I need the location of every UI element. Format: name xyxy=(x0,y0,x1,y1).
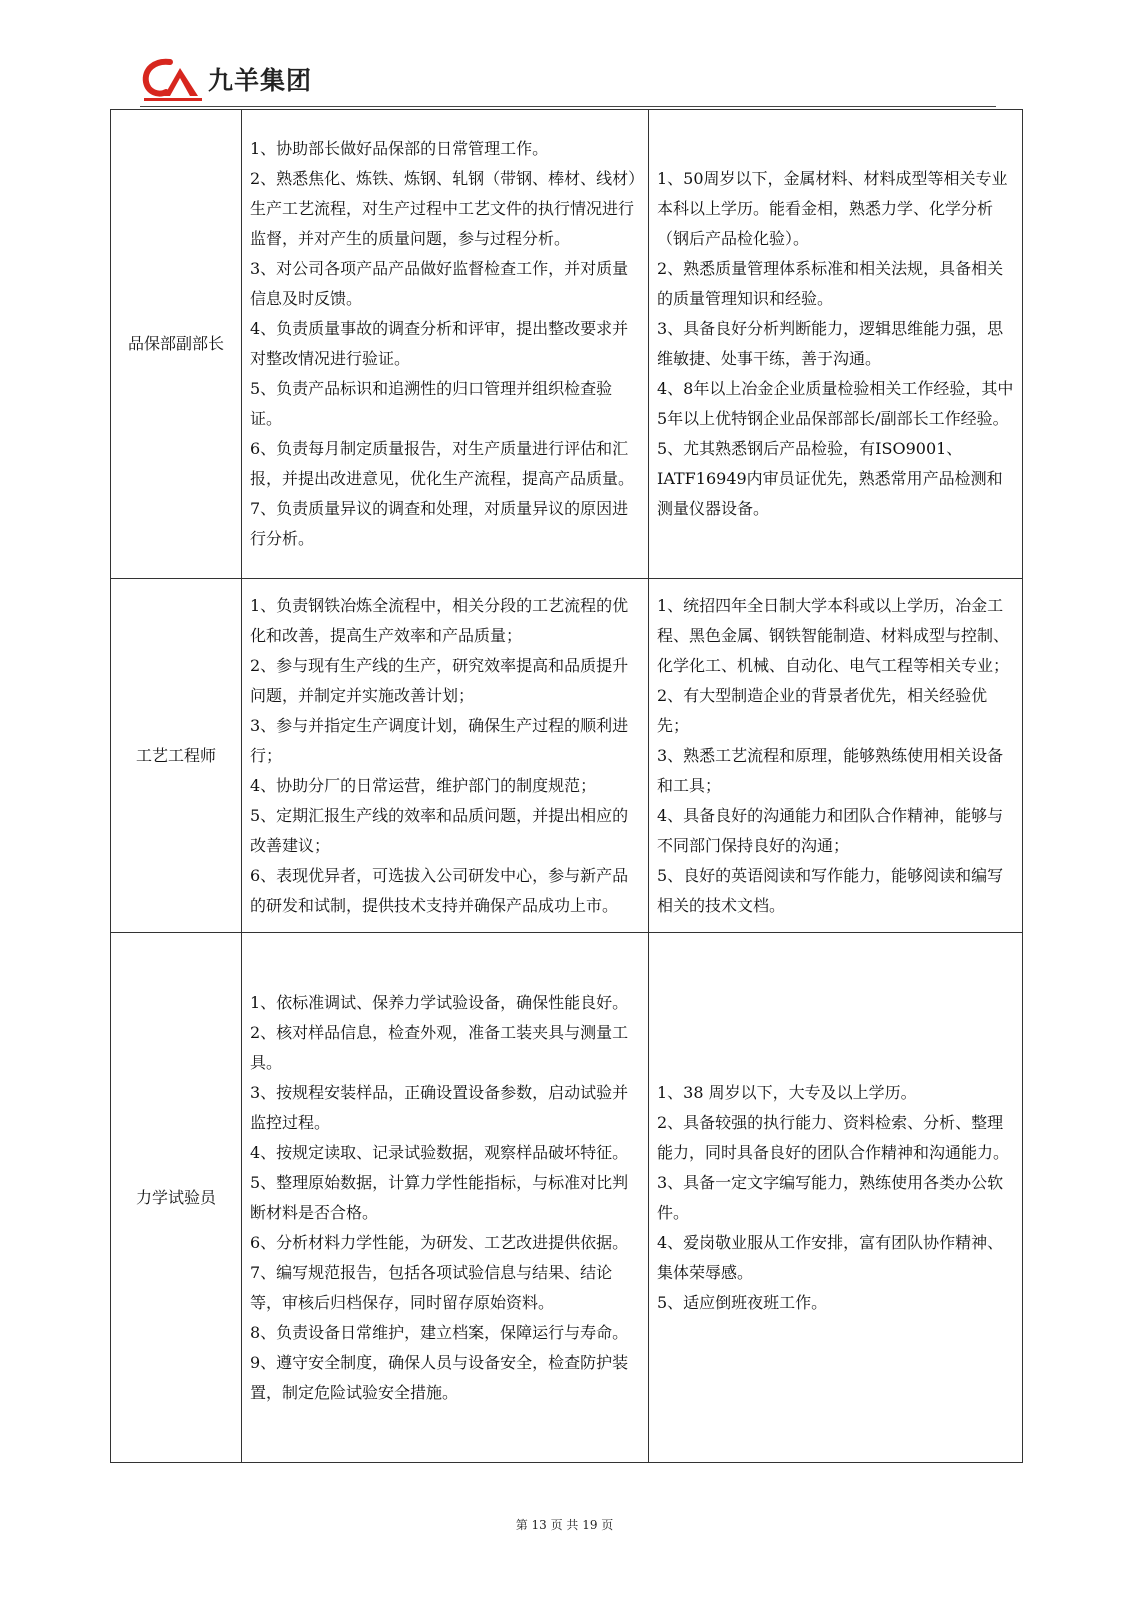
duty-item: 8、负责设备日常维护，建立档案，保障运行与寿命。 xyxy=(250,1322,629,1342)
requirement-item: 1、50周岁以下，金属材料、材料成型等相关专业本科以上学历。能看金相，熟悉力学、化学分析（钢后产品检化验）。 xyxy=(657,169,1008,248)
duty-item: 2、参与现有生产线的生产，研究效率提高和品质提升问题，并制定并实施改善计划； xyxy=(250,655,629,705)
duty-item: 3、对公司各项产品产品做好监督检查工作，并对质量信息及时反馈。 xyxy=(250,259,629,308)
brand-name: 九羊集团 xyxy=(208,66,313,95)
requirement-item: 2、有大型制造企业的背景者优先，相关经验优先； xyxy=(657,685,988,735)
requirement-item: 4、爱岗敬业服从工作安排，富有团队协作精神、集体荣辱感。 xyxy=(657,1232,1004,1282)
table-row xyxy=(111,933,1023,1463)
table-row xyxy=(111,579,1023,933)
duty-item: 1、负责钢铁冶炼全流程中，相关分段的工艺流程的优化和改善，提高生产效率和产品质量； xyxy=(250,595,629,645)
duty-item: 3、按规程安装样品，正确设置设备参数，启动试验并监控过程。 xyxy=(250,1082,629,1132)
job-table xyxy=(110,109,1023,1463)
requirement-item: 3、具备良好分析判断能力，逻辑思维能力强，思维敏捷、处事干练，善于沟通。 xyxy=(657,319,1004,368)
table-row xyxy=(111,110,1023,579)
requirement-item: 5、尤其熟悉钢后产品检验，有ISO9001、IATF16949内审员证优先，熟悉常用产品检测和测量仪器设备。 xyxy=(657,439,1003,518)
requirement-item: 4、8年以上冶金企业质量检验相关工作经验，其中5年以上优特钢企业品保部部长/副部长工作经验。 xyxy=(657,379,1014,428)
requirement-item: 5、良好的英语阅读和写作能力，能够阅读和编写相关的技术文档。 xyxy=(657,865,1004,915)
position-title: 工艺工程师 xyxy=(111,579,242,933)
requirement-item: 2、熟悉质量管理体系标准和相关法规，具备相关的质量管理知识和经验。 xyxy=(657,259,1004,308)
duties-cell xyxy=(242,933,649,1463)
requirement-item: 1、统招四年全日制大学本科或以上学历，冶金工程、黑色金属、钢铁智能制造、材料成型与控制、化学化工、机械、自动化、电气工程等相关专业； xyxy=(657,595,1010,675)
duty-item: 5、整理原始数据，计算力学性能指标，与标准对比判断材料是否合格。 xyxy=(250,1172,629,1222)
requirement-item: 4、具备良好的沟通能力和团队合作精神，能够与不同部门保持良好的沟通； xyxy=(657,805,1004,855)
page-number: 第 13 页 共 19 页 xyxy=(515,1518,614,1532)
jiuyang-logo-icon xyxy=(140,56,206,102)
duty-item: 1、依标准调试、保养力学试验设备，确保性能良好。 xyxy=(250,992,629,1012)
position-title: 力学试验员 xyxy=(111,933,242,1463)
requirement-item: 5、适应倒班夜班工作。 xyxy=(657,1292,828,1312)
duty-item: 2、熟悉焦化、炼铁、炼钢、轧钢（带钢、棒材、线材）生产工艺流程，对生产过程中工艺文件的执行情况进行监督，并对产生的质量问题，参与过程分析。 xyxy=(250,169,637,248)
page-header xyxy=(140,56,312,102)
requirements-cell xyxy=(649,579,1023,933)
requirements-cell xyxy=(649,110,1023,579)
duty-item: 4、负责质量事故的调查分析和评审，提出整改要求并对整改情况进行验证。 xyxy=(250,319,629,368)
duty-item: 1、协助部长做好品保部的日常管理工作。 xyxy=(250,139,549,158)
duties-cell xyxy=(242,110,649,579)
duty-item: 4、按规定读取、记录试验数据，观察样品破坏特征。 xyxy=(250,1142,629,1162)
duty-item: 4、协助分厂的日常运营，维护部门的制度规范； xyxy=(250,775,597,795)
duty-item: 3、参与并指定生产调度计划，确保生产过程的顺利进行； xyxy=(250,715,629,765)
duty-item: 7、负责质量异议的调查和处理，对质量异议的原因进行分析。 xyxy=(250,499,629,548)
duty-item: 2、核对样品信息，检查外观，准备工装夹具与测量工具。 xyxy=(250,1022,629,1072)
requirement-item: 1、38 周岁以下，大专及以上学历。 xyxy=(657,1082,917,1102)
requirement-item: 3、具备一定文字编写能力，熟练使用各类办公软件。 xyxy=(657,1172,1004,1222)
duty-item: 6、表现优异者，可选拔入公司研发中心，参与新产品的研发和试制，提供技术支持并确保产品成功上市。 xyxy=(250,865,629,915)
duty-item: 6、分析材料力学性能，为研发、工艺改进提供依据。 xyxy=(250,1232,629,1252)
header-divider xyxy=(140,106,996,107)
duty-item: 9、遵守安全制度，确保人员与设备安全，检查防护装置，制定危险试验安全措施。 xyxy=(250,1352,629,1402)
requirement-item: 3、熟悉工艺流程和原理，能够熟练使用相关设备和工具； xyxy=(657,745,1004,795)
requirement-item: 2、具备较强的执行能力、资料检索、分析、整理能力，同时具备良好的团队合作精神和沟通能力。 xyxy=(657,1112,1010,1162)
duty-item: 6、负责每月制定质量报告，对生产质量进行评估和汇报，并提出改进意见，优化生产流程，提高产品质量。 xyxy=(250,439,635,488)
duty-item: 5、定期汇报生产线的效率和品质问题，并提出相应的改善建议； xyxy=(250,805,629,855)
duty-item: 5、负责产品标识和追溯性的归口管理并组织检查验证。 xyxy=(250,379,613,428)
duties-cell xyxy=(242,579,649,933)
requirements-cell xyxy=(649,933,1023,1463)
position-title: 品保部副部长 xyxy=(111,110,242,579)
duty-item: 7、编写规范报告，包括各项试验信息与结果、结论等，审核后归档保存，同时留存原始资料。 xyxy=(250,1262,613,1312)
